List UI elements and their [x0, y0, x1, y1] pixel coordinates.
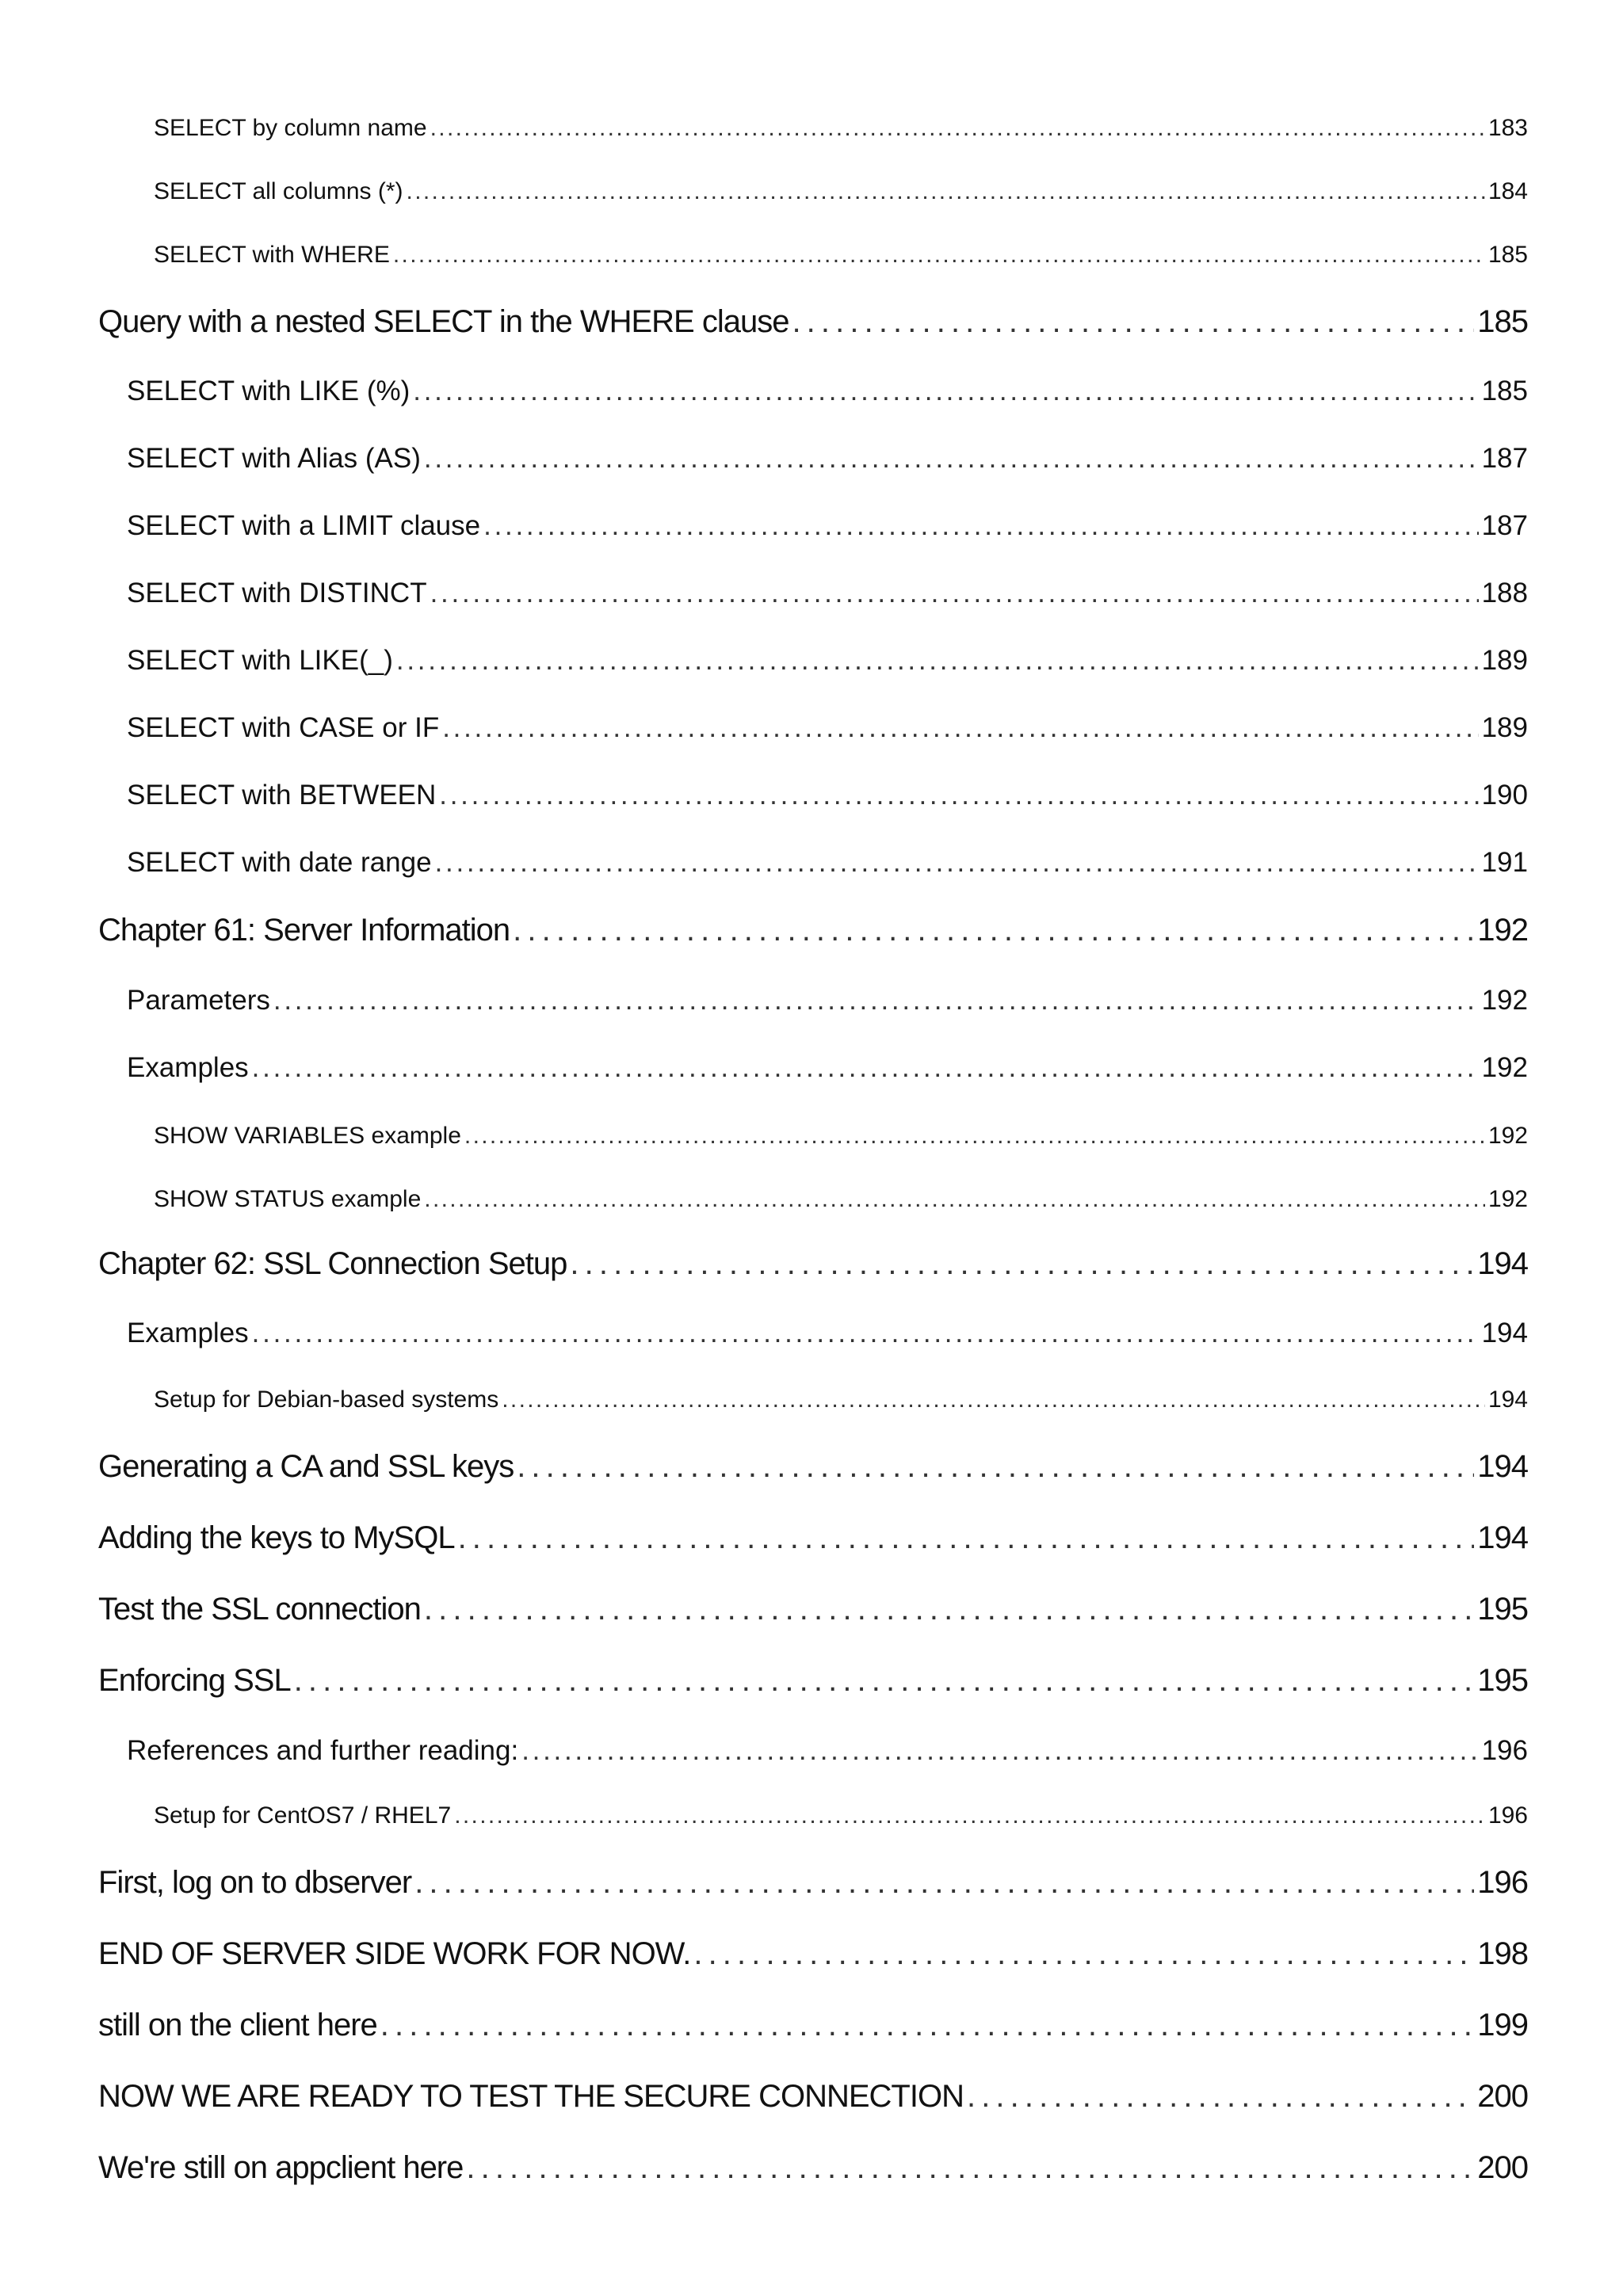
toc-entry-title: SELECT with DISTINCT: [127, 578, 427, 608]
dot-leader: [380, 2008, 1474, 2043]
dot-leader: [435, 847, 1479, 879]
toc-entry[interactable]: [127, 1318, 1528, 1349]
toc-entry[interactable]: [154, 115, 1528, 142]
toc-entry-page-number: 187: [1481, 510, 1528, 541]
toc-entry-page-number: 185: [1481, 376, 1528, 406]
dot-leader: [967, 2079, 1474, 2115]
toc-entry[interactable]: [98, 1936, 1528, 1972]
toc-entry[interactable]: [127, 1052, 1528, 1084]
toc-entry[interactable]: [98, 1865, 1528, 1901]
toc-entry[interactable]: [127, 376, 1528, 407]
toc-entry[interactable]: [98, 2150, 1528, 2186]
toc-entry[interactable]: [98, 1246, 1528, 1282]
dot-leader: [483, 510, 1478, 542]
toc-entry-title: SELECT all columns (*): [154, 178, 403, 204]
dot-leader: [464, 1123, 1485, 1150]
toc-entry[interactable]: [127, 443, 1528, 475]
toc-entry-title: SELECT with WHERE: [154, 242, 390, 268]
toc-entry[interactable]: [127, 985, 1528, 1016]
toc-entry-title: END OF SERVER SIDE WORK FOR NOW.: [98, 1936, 691, 1971]
toc-entry[interactable]: [154, 242, 1528, 269]
toc-entry-title: Chapter 61: Server Information: [98, 913, 510, 948]
toc-entry-page-number: 198: [1477, 1936, 1528, 1971]
toc-entry-title: SELECT with date range: [127, 847, 432, 878]
toc-entry-page-number: 189: [1481, 645, 1528, 676]
dot-leader: [439, 780, 1478, 811]
toc-entry[interactable]: [98, 1520, 1528, 1556]
toc-entry[interactable]: [127, 780, 1528, 811]
dot-leader: [407, 178, 1485, 205]
dot-leader: [424, 1186, 1485, 1213]
dot-leader: [442, 712, 1478, 744]
toc-entry[interactable]: [154, 1386, 1528, 1413]
dot-leader: [414, 1865, 1474, 1901]
toc-entry-page-number: 194: [1477, 1520, 1528, 1555]
toc-entry-title: Chapter 62: SSL Connection Setup: [98, 1246, 567, 1281]
toc-entry-title: Examples: [127, 1052, 249, 1083]
dot-leader: [792, 304, 1474, 340]
toc-entry-page-number: 184: [1487, 178, 1528, 204]
toc-entry-page-number: 192: [1481, 1052, 1528, 1083]
dot-leader: [252, 1052, 1479, 1084]
toc-entry-title: References and further reading:: [127, 1735, 519, 1766]
toc-entry[interactable]: [154, 178, 1528, 205]
toc-entry-title: SELECT with a LIMIT clause: [127, 510, 481, 541]
toc-entry[interactable]: [98, 1449, 1528, 1485]
toc-entry[interactable]: [127, 578, 1528, 609]
toc-entry-title: Generating a CA and SSL keys: [98, 1449, 514, 1484]
toc-entry-title: SELECT by column name: [154, 115, 427, 141]
toc-entry-page-number: 185: [1477, 304, 1528, 339]
toc-entry-title: Query with a nested SELECT in the WHERE clause: [98, 304, 789, 339]
toc-entry[interactable]: [154, 1123, 1528, 1150]
toc-entry-page-number: 200: [1477, 2150, 1528, 2185]
toc-entry-title: SELECT with BETWEEN: [127, 780, 437, 810]
dot-leader: [454, 1802, 1485, 1829]
toc-entry[interactable]: [127, 847, 1528, 879]
toc-entry-title: Setup for CentOS7 / RHEL7: [154, 1802, 452, 1829]
toc-entry-page-number: 196: [1487, 1802, 1528, 1829]
dot-leader: [424, 1592, 1474, 1627]
toc-entry[interactable]: [127, 645, 1528, 677]
toc-entry-title: SHOW VARIABLES example: [154, 1123, 461, 1149]
dot-leader: [513, 913, 1474, 948]
dot-leader: [252, 1318, 1479, 1349]
toc-entry-title: We're still on appclient here: [98, 2150, 464, 2185]
dot-leader: [570, 1246, 1474, 1282]
dot-leader: [396, 645, 1479, 677]
toc-entry-title: SELECT with LIKE(_): [127, 645, 393, 676]
toc-entry-page-number: 189: [1481, 712, 1528, 743]
toc-entry[interactable]: [127, 1735, 1528, 1767]
toc-entry-title: SELECT with CASE or IF: [127, 712, 440, 743]
toc-entry-page-number: 196: [1477, 1865, 1528, 1900]
dot-leader: [413, 376, 1478, 407]
toc-entry[interactable]: [98, 2008, 1528, 2043]
toc-entry-page-number: 190: [1481, 780, 1528, 810]
toc-entry-page-number: 185: [1487, 242, 1528, 268]
toc-entry-page-number: 192: [1477, 913, 1528, 948]
dot-leader: [693, 1936, 1474, 1972]
toc-entry-page-number: 195: [1477, 1592, 1528, 1627]
toc-entry-page-number: 191: [1481, 847, 1528, 878]
toc-entry[interactable]: [127, 510, 1528, 542]
toc-entry-title: First, log on to dbserver: [98, 1865, 412, 1900]
toc-entry-page-number: 194: [1477, 1246, 1528, 1281]
toc-entry-page-number: 188: [1481, 578, 1528, 608]
toc-entry-title: Parameters: [127, 985, 270, 1016]
dot-leader: [458, 1520, 1475, 1556]
toc-entry-page-number: 192: [1481, 985, 1528, 1016]
toc-entry[interactable]: [98, 1663, 1528, 1699]
toc-entry[interactable]: [154, 1802, 1528, 1829]
toc-entry-title: Test the SSL connection: [98, 1592, 421, 1627]
toc-entry[interactable]: [98, 2079, 1528, 2115]
toc-entry-title: SELECT with LIKE (%): [127, 376, 411, 406]
dot-leader: [517, 1449, 1474, 1485]
toc-entry-page-number: 196: [1481, 1735, 1528, 1766]
toc-entry-page-number: 194: [1487, 1386, 1528, 1413]
dot-leader: [294, 1663, 1475, 1699]
toc-entry-title: Setup for Debian-based systems: [154, 1386, 499, 1413]
dot-leader: [521, 1735, 1478, 1767]
toc-entry[interactable]: [127, 712, 1528, 744]
toc-entry-page-number: 194: [1477, 1449, 1528, 1484]
toc-entry[interactable]: [154, 1186, 1528, 1213]
toc-entry-title: SELECT with Alias (AS): [127, 443, 421, 474]
toc-entry[interactable]: [98, 913, 1528, 948]
toc-entry-page-number: 192: [1487, 1123, 1528, 1149]
toc-entry[interactable]: [98, 304, 1528, 340]
dot-leader: [430, 578, 1479, 609]
toc-entry-page-number: 183: [1487, 115, 1528, 141]
toc-entry-title: Adding the keys to MySQL: [98, 1520, 455, 1555]
toc-entry[interactable]: [98, 1592, 1528, 1627]
dot-leader: [502, 1386, 1485, 1413]
toc-entry-title: NOW WE ARE READY TO TEST THE SECURE CONNECTION: [98, 2079, 964, 2114]
dot-leader: [273, 985, 1479, 1016]
dot-leader: [424, 443, 1479, 475]
toc-entry-page-number: 187: [1481, 443, 1528, 474]
toc-entry-page-number: 194: [1481, 1318, 1528, 1348]
toc-entry-title: still on the client here: [98, 2008, 377, 2042]
toc-entry-title: Examples: [127, 1318, 249, 1348]
dot-leader: [393, 242, 1485, 269]
dot-leader: [430, 115, 1485, 142]
toc-entry-page-number: 200: [1477, 2079, 1528, 2114]
toc-entry-title: Enforcing SSL: [98, 1663, 291, 1698]
toc-entry-page-number: 199: [1477, 2008, 1528, 2042]
toc-entry-page-number: 192: [1487, 1186, 1528, 1212]
toc-entry-page-number: 195: [1477, 1663, 1528, 1698]
toc-entry-title: SHOW STATUS example: [154, 1186, 422, 1212]
dot-leader: [466, 2150, 1474, 2186]
